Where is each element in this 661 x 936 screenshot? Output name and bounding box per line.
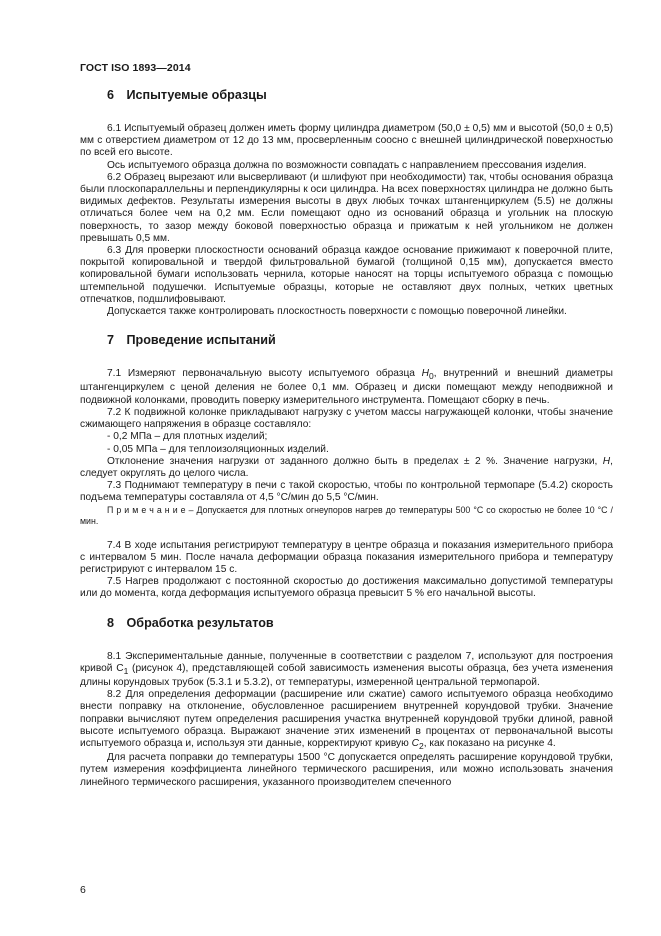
paragraph-7-4: 7.4 В ходе испытания регистрируют температуру в центре образца и показания измерительного прибора с интервалом 5 мин. После начала деформации образца показания измерительного прибора и температуру регистрируют с интервалом 15 с. xyxy=(80,539,613,575)
p81-sub: 1 xyxy=(123,665,129,676)
paragraph-6-1-axis: Ось испытуемого образца должна по возможности совпадать с направлением прессования изделия. xyxy=(107,159,587,171)
paragraph-7-2-deviation xyxy=(80,456,613,480)
paragraph-8-2 xyxy=(80,689,613,752)
section-6-title: Испытуемые образцы xyxy=(126,88,267,102)
p72b-text-a: Отклонение значения нагрузки от заданного должно быть в пределах ± 2 %. Значение нагрузки, xyxy=(107,455,603,467)
paragraph-6-3: 6.3 Для проверки плоскостности оснований образца каждое основание прижимают к поверочной плите, покрытой копировальной и твердой фильтровальной бумагой (толщиной 0,15 мм), допускается вместо копировальной бумаги использовать чернила, которые наносят на торцы испытуемого образца с помощью штемпельной подушечки. Испытуемые образцы, которые не оставляют двух полных, четких цветных отпечатков, подшлифовывают. xyxy=(80,245,613,305)
paragraph-7-5: 7.5 Нагрев продолжают с постоянной скоростью до достижения максимально допустимой температуры или до момента, когда деформация испытуемого образца превысит 5 % его начальной высоты. xyxy=(80,576,613,600)
list-item-insulating: - 0,05 МПа – для теплоизоляционных изделий. xyxy=(107,443,329,455)
note-7-3: П р и м е ч а н и е – Допускается для плотных огнеупоров нагрев до температуры 500 °С со скоростью не более 10 °С /мин. xyxy=(80,504,613,526)
p71-sub: 0 xyxy=(429,371,434,382)
p72b-var: H xyxy=(602,455,611,467)
paragraph-7-1 xyxy=(80,368,613,407)
p71-var: H xyxy=(421,368,430,380)
paragraph-8-3: Для расчета поправки до температуры 1500 °С допускается определять расширение корундовой трубки, путем измерения коэффициента линейного термического расширения, или можно использовать значения линейного термического расширения, указанного производителем спеченного xyxy=(80,752,613,788)
section-8-heading xyxy=(107,616,613,631)
paragraph-7-3: 7.3 Поднимают температуру в печи с такой скоростью, чтобы по контрольной термопаре (5.4.2) скорость подъема температуры составляла от 4,5 °С/мин до 5,5 °С/мин. xyxy=(80,480,613,504)
paragraph-8-1 xyxy=(80,651,613,690)
section-8-title: Обработка результатов xyxy=(126,615,274,630)
p81-text-b: (рисунок 4), представляющей собой зависимость изменения высоты образца, без учета изменения длины корундовых трубок (5.3.1 и 5.3.2), от температуры, измеренной центральной термопарой. xyxy=(80,662,614,688)
p72b-text-b: , следует округлять до целого числа. xyxy=(80,455,613,479)
paragraph-7-2: 7.2 К подвижной колонке прикладывают нагрузку с учетом массы нагружающей колонки, чтобы значение сжимающего напряжения в образце составляло: xyxy=(80,406,613,431)
page-number: 6 xyxy=(80,884,86,896)
section-7-heading xyxy=(107,333,613,348)
section-7-number: 7 xyxy=(107,333,115,348)
paragraph-6-1: 6.1 Испытуемый образец должен иметь форму цилиндра диаметром (50,0 ± 0,5) мм и высотой (50,0 ± 0,5) мм с отверстием диаметром от 12 до 13 мм, просверленным соосно с внешней цилиндрической поверхностью по всей его высоте. xyxy=(80,123,613,159)
p82-sub: 2 xyxy=(418,741,424,752)
list-item-dense: - 0,2 МПа – для плотных изделий; xyxy=(107,431,268,443)
section-6-heading xyxy=(107,88,613,103)
document-header: ГОСТ ISO 1893—2014 xyxy=(80,62,191,74)
section-8-number: 8 xyxy=(107,615,115,630)
p71-text-a: 7.1 Измеряют первоначальную высоту испытуемого образца xyxy=(107,368,422,380)
p71-text-b: , внутренний и внешний диаметры штангенциркулем с ценой деления не более 0,1 мм. Образец и диски помещают между неподвижной и подвижной колонками, проводить поверку измерительного инструмента. Помещают сборку в печь. xyxy=(80,368,613,406)
paragraph-6-2: 6.2 Образец вырезают или высверливают (и шлифуют при необходимости) так, чтобы основания образца были плоскопараллельны и перпендикулярны к оси цилиндра. На всех поверхностях цилиндра не должно быть видимых дефектов. Результаты измерения высоты в двух любых точках штангенциркулем (5.5) не должны отличаться более чем на 0,2 мм. Если помещают одно из оснований образца и угольник на плоскую поверхность, то зазор между боковой поверхностью образца и прижатым к ней угольником не должен превышать 0,5 мм. xyxy=(80,171,613,244)
paragraph-6-3-ruler: Допускается также контролировать плоскостность поверхности с помощью поверочной линейки. xyxy=(107,306,567,318)
p81-text-a: 8.1 Экспериментальные данные, полученные в соответствии с разделом 7, используют для построения кривой С xyxy=(80,650,613,674)
p82-text-b: , как показано на рисунке 4. xyxy=(423,737,556,749)
section-6-number: 6 xyxy=(107,88,115,102)
p82-var: С xyxy=(411,737,419,749)
section-7-title: Проведение испытаний xyxy=(126,333,276,348)
p82-text-a: 8.2 Для определения деформации (расширение или сжатие) самого испытуемого образца необходимо внести поправку на отклонение, обусловленное расширением внутренней корундовой трубки. Значение поправки вычисляют путем определения расширения участка внутренней корундовой трубки длиной, равной высоте испытуемого образца. Выражают значение этих изменений в процентах от первоначальной высоты испытуемого образца и, используя эти данные, корректируют кривую xyxy=(80,689,613,749)
document-body xyxy=(80,88,613,789)
